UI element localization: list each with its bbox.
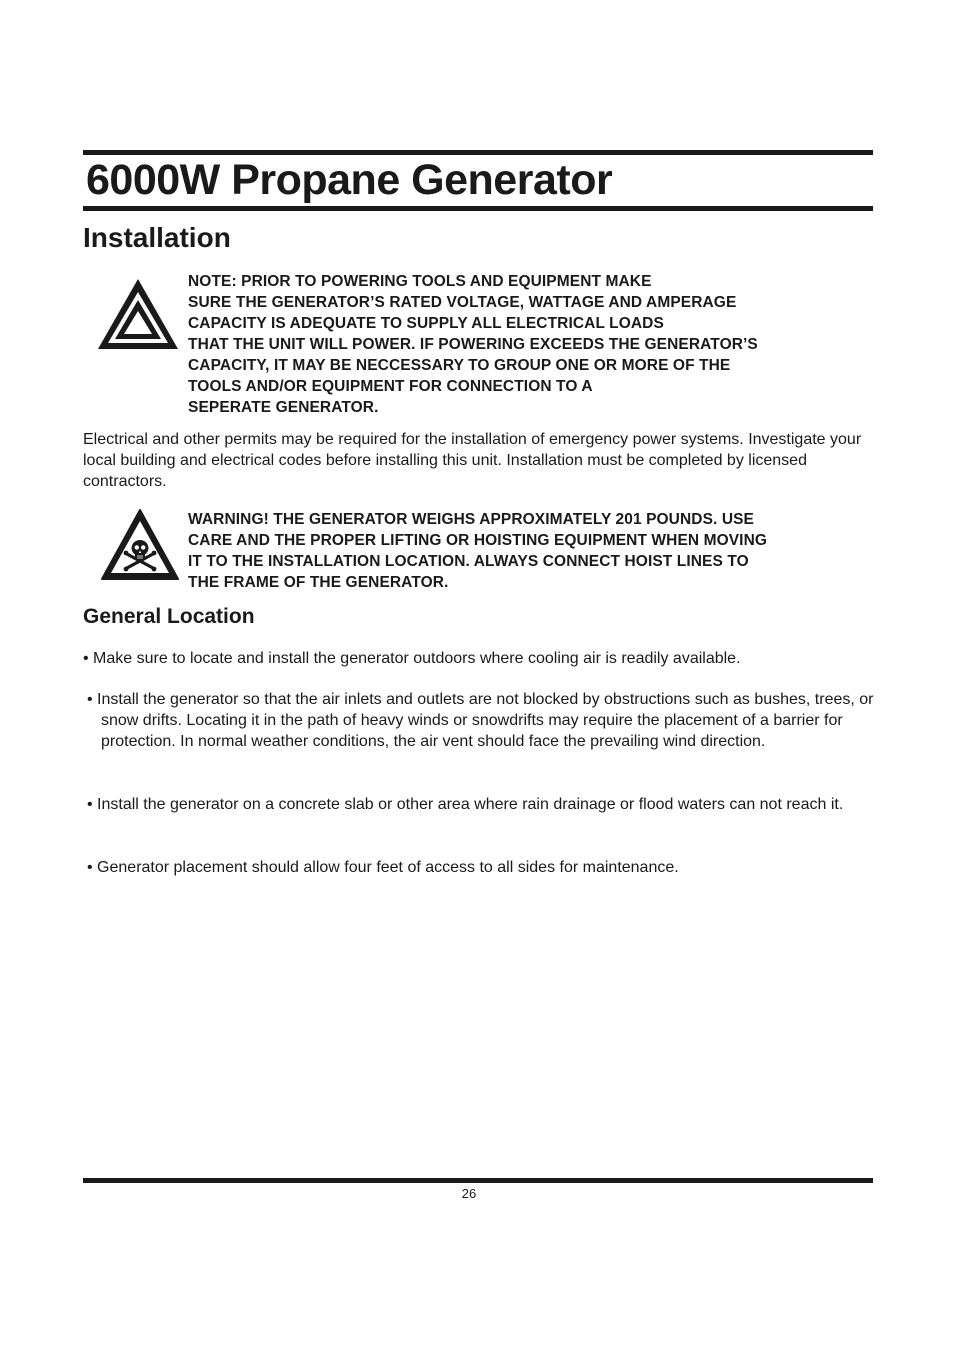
warning-line: IT TO THE INSTALLATION LOCATION. ALWAYS CONNECT HOIST LINES TO bbox=[188, 553, 749, 570]
warning-line: WARNING! THE GENERATOR WEIGHS APPROXIMATELY 201 POUNDS. USE bbox=[188, 511, 754, 528]
skull-crossbones-icon bbox=[100, 508, 180, 582]
caution-triangle-icon bbox=[96, 276, 180, 352]
note-line: CAPACITY IS ADEQUATE TO SUPPLY ALL ELECTRICAL LOADS bbox=[188, 315, 664, 332]
note-line: SURE THE GENERATOR’S RATED VOLTAGE, WATTAGE AND AMPERAGE bbox=[188, 294, 737, 311]
weight-warning-text bbox=[188, 509, 868, 593]
section-heading: Installation bbox=[83, 222, 231, 253]
title-bottom-rule bbox=[83, 206, 873, 211]
warning-line: THE FRAME OF THE GENERATOR. bbox=[188, 574, 449, 591]
footer-rule bbox=[83, 1178, 873, 1183]
note-line: SEPERATE GENERATOR. bbox=[188, 399, 379, 416]
warning-line: CARE AND THE PROPER LIFTING OR HOISTING EQUIPMENT WHEN MOVING bbox=[188, 532, 768, 549]
intro-paragraph: Electrical and other permits may be required for the installation of emergency power systems. Investigate your local building and electrical codes before installing this unit. Installation must be completed by licensed contractors. bbox=[83, 431, 862, 490]
note-line: CAPACITY, IT MAY BE NECCESSARY TO GROUP ONE OR MORE OF THE bbox=[188, 357, 731, 374]
note-line: THAT THE UNIT WILL POWER. IF POWERING EXCEEDS THE GENERATOR’S bbox=[188, 336, 758, 353]
list-item: • Make sure to locate and install the generator outdoors where cooling air is readily available. bbox=[83, 650, 741, 667]
list-item: • Generator placement should allow four feet of access to all sides for maintenance. bbox=[87, 859, 679, 876]
note-warning-text bbox=[188, 271, 858, 418]
document-title: 6000W Propane Generator bbox=[86, 156, 613, 204]
list-item: • Install the generator on a concrete slab or other area where rain drainage or flood waters can not reach it. bbox=[87, 796, 844, 813]
page-number: 26 bbox=[461, 1186, 477, 1201]
subsection-heading: General Location bbox=[83, 605, 255, 628]
list-item: • Install the generator so that the air inlets and outlets are not blocked by obstructions such as bushes, trees, or snow drifts. Locating it in the path of heavy winds or snowdrifts may require the placement of a barrier for protection. In normal weather conditions, the air vent should face the prevailing wind direction. bbox=[87, 691, 874, 750]
note-line: TOOLS AND/OR EQUIPMENT FOR CONNECTION TO A bbox=[188, 378, 593, 395]
note-line: NOTE: PRIOR TO POWERING TOOLS AND EQUIPMENT MAKE bbox=[188, 273, 652, 290]
